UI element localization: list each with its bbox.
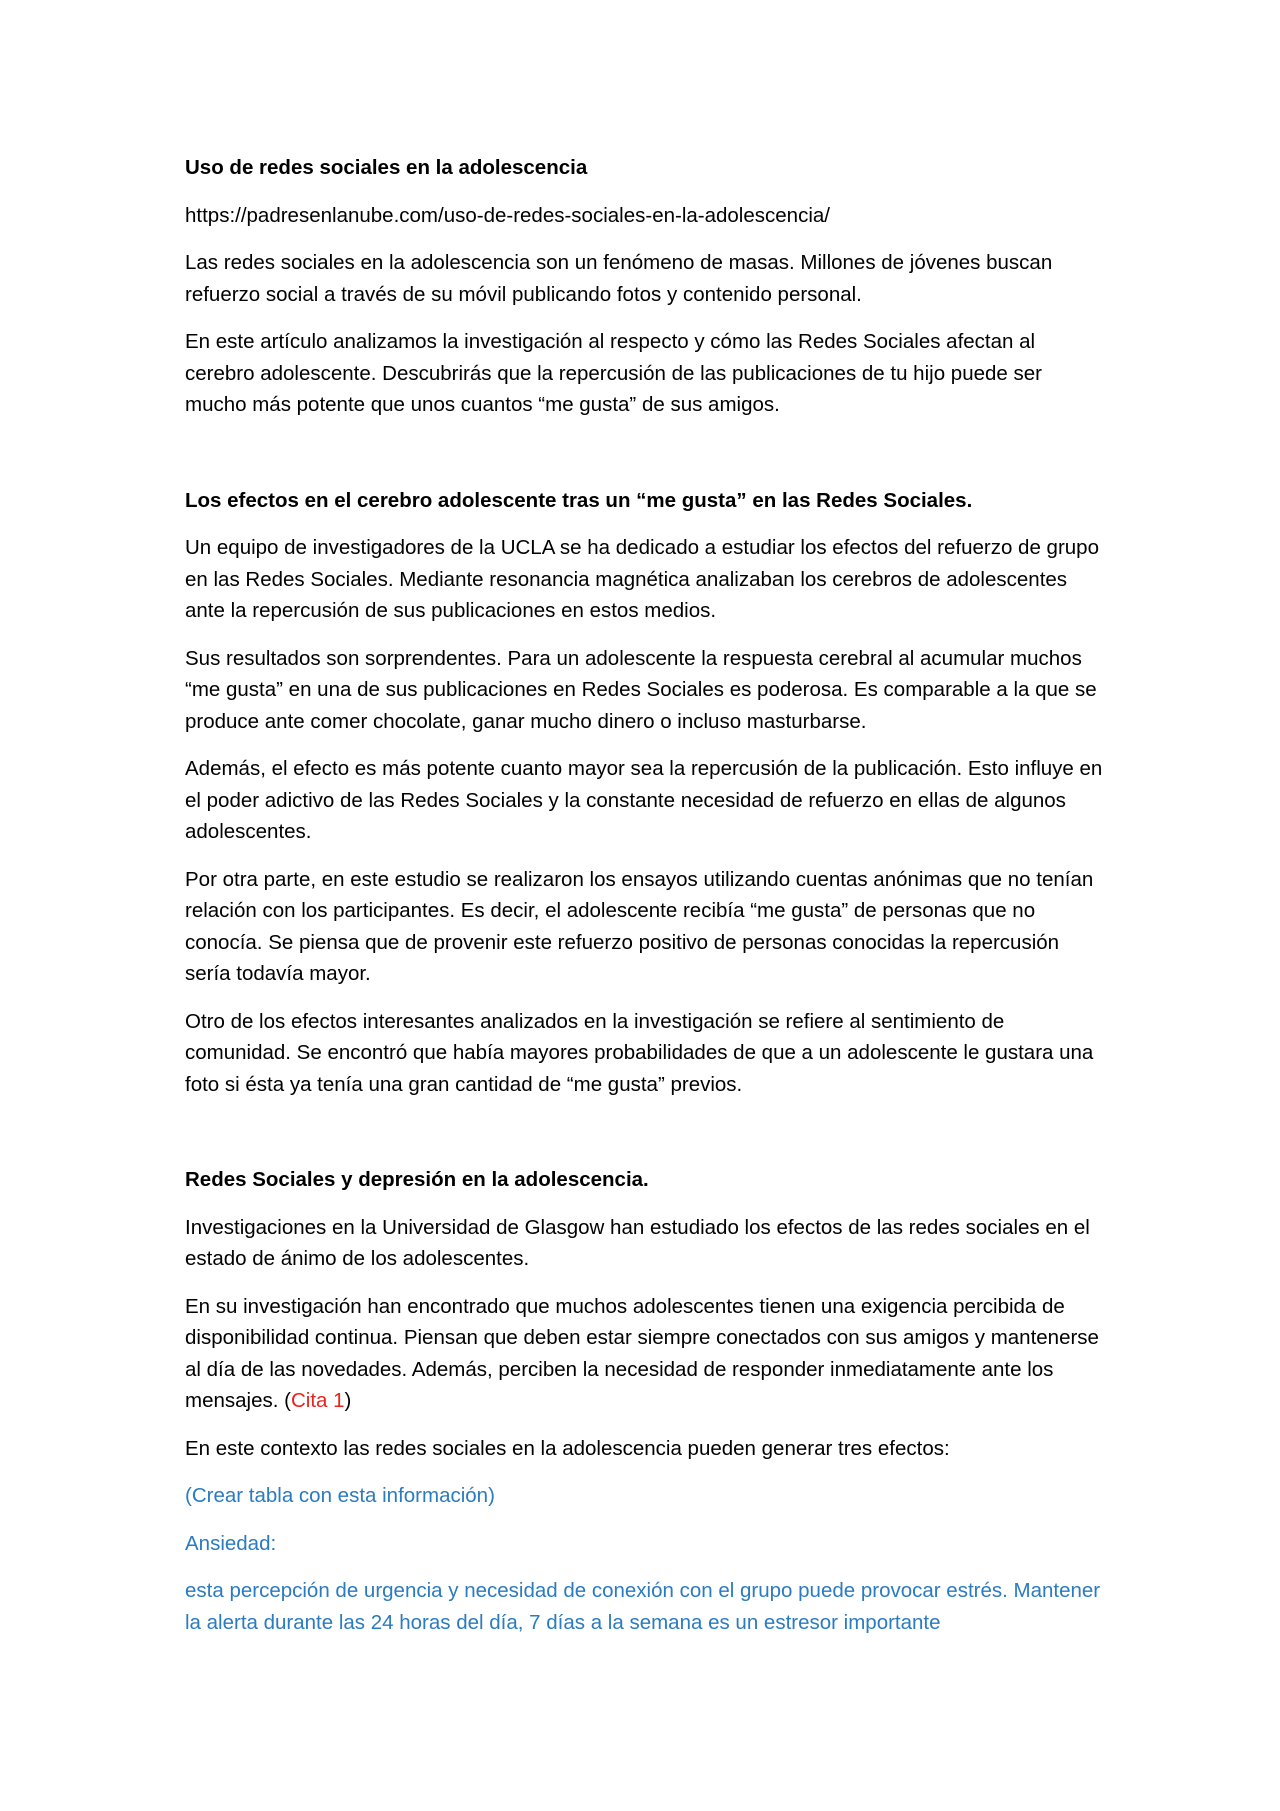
- editor-note: (Crear tabla con esta información): [185, 1484, 495, 1507]
- section-1-paragraph-2: Sus resultados son sorprendentes. Para un adolescente la respuesta cerebral al acumular muchos “me gusta” en una de sus publicaciones en Redes Sociales es poderosa. Es comparable a la que se produce ante comer chocolate, ganar mucho dinero o incluso masturbarse.: [185, 646, 1097, 733]
- citation-link[interactable]: Cita 1: [290, 1389, 345, 1412]
- intro-paragraph-2: En este artículo analizamos la investigación al respecto y cómo las Redes Sociales afectan al cerebro adolescente. Descubrirás que la repercusión de las publicaciones de tu hijo puede ser mucho más potente que unos cuantos “me gusta” de sus amigos.: [185, 330, 1042, 416]
- anxiety-description: esta percepción de urgencia y necesidad de conexión con el grupo puede provocar estrés. Mantener la alerta durante las 24 horas del día, 7 días a la semana es un estresor importante: [185, 1579, 1101, 1634]
- section-1-heading: Los efectos en el cerebro adolescente tras un “me gusta” en las Redes Sociales.: [185, 488, 973, 512]
- section-1-paragraph-4: Por otra parte, en este estudio se realizaron los ensayos utilizando cuentas anónimas que no tenían relación con los participantes. Es decir, el adolescente recibía “me gusta” de personas que no conocía. Se piensa que de provenir este refuerzo positivo de personas conocidas la repercusión sería todavía mayor.: [185, 867, 1094, 985]
- section-1-paragraph-5: Otro de los efectos interesantes analizados en la investigación se refiere al sentimiento de comunidad. Se encontró que había mayores probabilidades de que a un adolescente le gustara una foto si ésta ya tenía una gran cantidad de “me gusta” previos.: [185, 1009, 1094, 1096]
- document-page: [185, 152, 1105, 1654]
- section-1-paragraph-1: Un equipo de investigadores de la UCLA se ha dedicado a estudiar los efectos del refuerzo de grupo en las Redes Sociales. Mediante resonancia magnética analizaban los cerebros de adolescentes ante la repercusión de sus publicaciones en estos medios.: [185, 536, 1099, 622]
- section-2-paragraph-3: En este contexto las redes sociales en la adolescencia pueden generar tres efectos:: [185, 1436, 950, 1460]
- section-1-paragraph-3: Además, el efecto es más potente cuanto mayor sea la repercusión de la publicación. Esto influye en el poder adictivo de las Redes Sociales y la constante necesidad de refuerzo en ellas de algunos adolescentes.: [185, 757, 1103, 843]
- section-2-paragraph-1: Investigaciones en la Universidad de Glasgow han estudiado los efectos de las redes sociales en el estado de ánimo de los adolescentes.: [185, 1215, 1090, 1270]
- section-2-paragraph-2-text: En su investigación han encontrado que muchos adolescentes tienen una exigencia percibida de disponibilidad continua. Piensan que deben estar siempre conectados con sus amigos y mantenerse al día de las novedades. Además, perciben la necesidad de responder inmediatamente ante los mensajes. (: [185, 1294, 1099, 1412]
- source-url: https://padresenlanube.com/uso-de-redes-sociales-en-la-adolescencia/: [185, 203, 830, 227]
- citation-close: ): [344, 1389, 352, 1412]
- section-2-heading: Redes Sociales y depresión en la adolescencia.: [185, 1168, 649, 1191]
- section-spacer: [185, 1116, 1105, 1164]
- section-spacer: [185, 437, 1105, 485]
- anxiety-subheading: Ansiedad:: [185, 1531, 277, 1555]
- intro-paragraph-1: Las redes sociales en la adolescencia son un fenómeno de masas. Millones de jóvenes buscan refuerzo social a través de su móvil publicando fotos y contenido personal.: [185, 251, 1053, 306]
- section-2-paragraph-2: [185, 1291, 1105, 1417]
- document-title: Uso de redes sociales en la adolescencia: [185, 156, 588, 179]
